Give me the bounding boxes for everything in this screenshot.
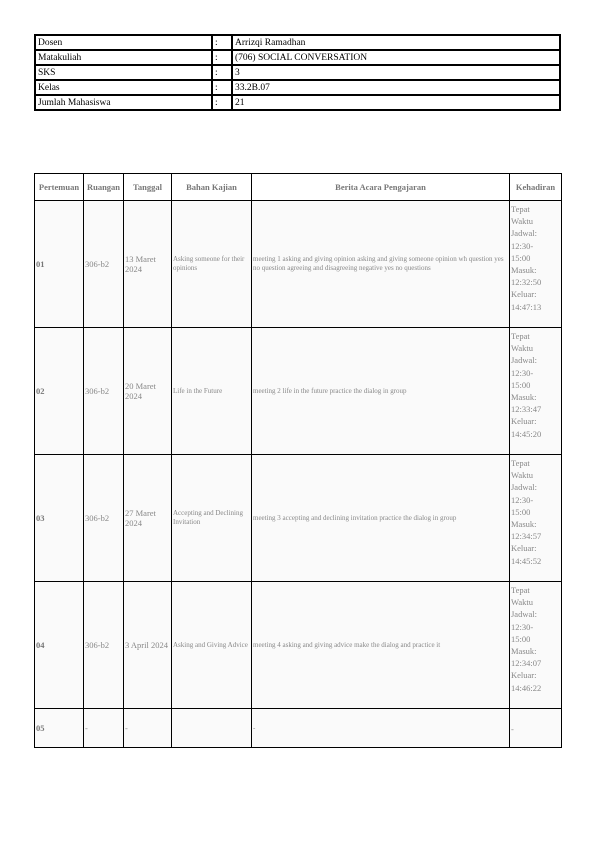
attendance-line: 12:30-	[511, 621, 534, 632]
info-value: 33.2B.07	[232, 80, 560, 95]
meeting-number-cell	[35, 709, 84, 748]
info-separator: :	[212, 80, 232, 95]
attendance-cell	[510, 328, 562, 455]
info-label: Matakuliah	[35, 50, 212, 65]
date-text: 13 Maret 2024	[125, 254, 156, 274]
meeting-number-cell	[35, 582, 84, 709]
topic-cell	[172, 328, 252, 455]
info-separator: :	[212, 35, 232, 50]
header-kehadiran: Kehadiran	[510, 174, 562, 201]
attendance-line: Waktu	[511, 470, 533, 481]
info-value: Arrizqi Ramadhan	[232, 35, 560, 50]
topic-cell	[172, 201, 252, 328]
attendance-cell	[510, 201, 562, 328]
teaching-report-cell	[252, 201, 510, 328]
attendance-table	[34, 173, 562, 748]
info-label: Kelas	[35, 80, 212, 95]
teaching-report-cell	[252, 455, 510, 582]
attendance-line: 15:00	[511, 252, 531, 263]
room-cell	[84, 328, 124, 455]
attendance-line: Waktu	[511, 343, 533, 354]
attendance-line: Tepat	[511, 585, 530, 595]
attendance-line: Waktu	[511, 597, 533, 608]
table-row	[35, 201, 562, 328]
attendance-line: Keluar:	[511, 289, 537, 300]
info-label: Dosen	[35, 35, 212, 50]
attendance-line: 14:45:20	[511, 428, 542, 439]
attendance-line: Jadwal:	[511, 482, 537, 493]
topic-cell	[172, 709, 252, 748]
room-text: -	[85, 723, 88, 733]
topic-text: Asking someone for their opinions	[173, 255, 245, 272]
attendance-line: -	[511, 723, 514, 734]
teaching-report-text: meeting 4 asking and giving advice make the dialog and practice it	[253, 640, 441, 649]
info-separator: :	[212, 65, 232, 80]
table-row	[35, 328, 562, 455]
attendance-line: Keluar:	[511, 416, 537, 427]
info-row-sks	[35, 65, 560, 80]
room-cell	[84, 582, 124, 709]
info-row-matakuliah	[35, 50, 560, 65]
date-text: 20 Maret 2024	[125, 381, 156, 401]
topic-text: Life in the Future	[173, 386, 223, 395]
meeting-number-text: 01	[36, 259, 45, 269]
room-cell	[84, 455, 124, 582]
info-value: (706) SOCIAL CONVERSATION	[232, 50, 560, 65]
topic-text: Asking and Giving Advice	[173, 640, 248, 649]
header-tanggal: Tanggal	[124, 174, 172, 201]
topic-cell	[172, 455, 252, 582]
meeting-number-cell	[35, 455, 84, 582]
info-label: Jumlah Mahasiswa	[35, 95, 212, 110]
room-cell	[84, 201, 124, 328]
room-cell	[84, 709, 124, 748]
attendance-line: Jadwal:	[511, 355, 537, 366]
teaching-report-cell	[252, 328, 510, 455]
room-text: 306-b2	[85, 386, 110, 396]
table-row	[35, 582, 562, 709]
date-text: 3 April 2024	[125, 640, 168, 650]
attendance-line: 12:30-	[511, 240, 534, 251]
attendance-line: 12:34:07	[511, 658, 542, 669]
date-text: 27 Maret 2024	[125, 508, 156, 528]
attendance-line: 12:33:47	[511, 404, 542, 415]
attendance-cell	[510, 455, 562, 582]
attendance-line: 15:00	[511, 379, 531, 390]
room-text: 306-b2	[85, 640, 110, 650]
date-cell	[124, 201, 172, 328]
info-separator: :	[212, 95, 232, 110]
meeting-number-text: 03	[36, 513, 45, 523]
info-value: 3	[232, 65, 560, 80]
date-cell	[124, 582, 172, 709]
attendance-line: 12:34:57	[511, 531, 542, 542]
info-separator: :	[212, 50, 232, 65]
teaching-report-cell	[252, 709, 510, 748]
room-text: 306-b2	[85, 513, 110, 523]
attendance-line: 14:46:22	[511, 682, 542, 693]
date-cell	[124, 455, 172, 582]
meeting-number-cell	[35, 328, 84, 455]
teaching-report-text: -	[253, 723, 256, 732]
attendance-line: Keluar:	[511, 670, 537, 681]
header-bahan-kajian: Bahan Kajian	[172, 174, 252, 201]
info-label: SKS	[35, 65, 212, 80]
teaching-report-text: meeting 3 accepting and declining invitation practice the dialog in group	[253, 513, 457, 522]
attendance-line: 14:45:52	[511, 555, 542, 566]
info-row-dosen	[35, 35, 560, 50]
topic-text: Accepting and Declining Invitation	[173, 509, 243, 526]
attendance-line: 15:00	[511, 506, 531, 517]
attendance-line: Masuk:	[511, 392, 537, 403]
info-value: 21	[232, 95, 560, 110]
course-info-table	[34, 34, 561, 111]
topic-cell	[172, 582, 252, 709]
teaching-report-text: meeting 1 asking and giving opinion asking and giving someone opinion wh question yes no question agreeing and disagreeing negative yes no questions	[253, 255, 504, 272]
attendance-line: Masuk:	[511, 519, 537, 530]
meeting-number-text: 05	[36, 723, 45, 733]
table-header-row	[35, 174, 562, 201]
date-text: -	[125, 723, 128, 733]
date-cell	[124, 328, 172, 455]
attendance-line: Tepat	[511, 331, 530, 341]
attendance-line: Waktu	[511, 216, 533, 227]
table-row	[35, 709, 562, 748]
attendance-line: Jadwal:	[511, 228, 537, 239]
attendance-line: 14:47:13	[511, 301, 542, 312]
attendance-line: 15:00	[511, 633, 531, 644]
date-cell	[124, 709, 172, 748]
attendance-line: 12:32:50	[511, 277, 542, 288]
attendance-line: 12:30-	[511, 367, 534, 378]
attendance-line: Keluar:	[511, 543, 537, 554]
attendance-line: 12:30-	[511, 494, 534, 505]
attendance-cell	[510, 709, 562, 748]
info-row-kelas	[35, 80, 560, 95]
teaching-report-text: meeting 2 life in the future practice the dialog in group	[253, 386, 407, 395]
header-pertemuan: Pertemuan	[35, 174, 84, 201]
attendance-line: Tepat	[511, 204, 530, 214]
meeting-number-cell	[35, 201, 84, 328]
attendance-line: Jadwal:	[511, 609, 537, 620]
room-text: 306-b2	[85, 259, 110, 269]
attendance-line: Tepat	[511, 458, 530, 468]
info-row-jumlah-mahasiswa	[35, 95, 560, 110]
attendance-line: Masuk:	[511, 265, 537, 276]
header-ruangan: Ruangan	[84, 174, 124, 201]
meeting-number-text: 04	[36, 640, 45, 650]
teaching-report-cell	[252, 582, 510, 709]
attendance-cell	[510, 582, 562, 709]
table-row	[35, 455, 562, 582]
meeting-number-text: 02	[36, 386, 45, 396]
attendance-line: Masuk:	[511, 646, 537, 657]
header-berita-acara: Berita Acara Pengajaran	[252, 174, 510, 201]
